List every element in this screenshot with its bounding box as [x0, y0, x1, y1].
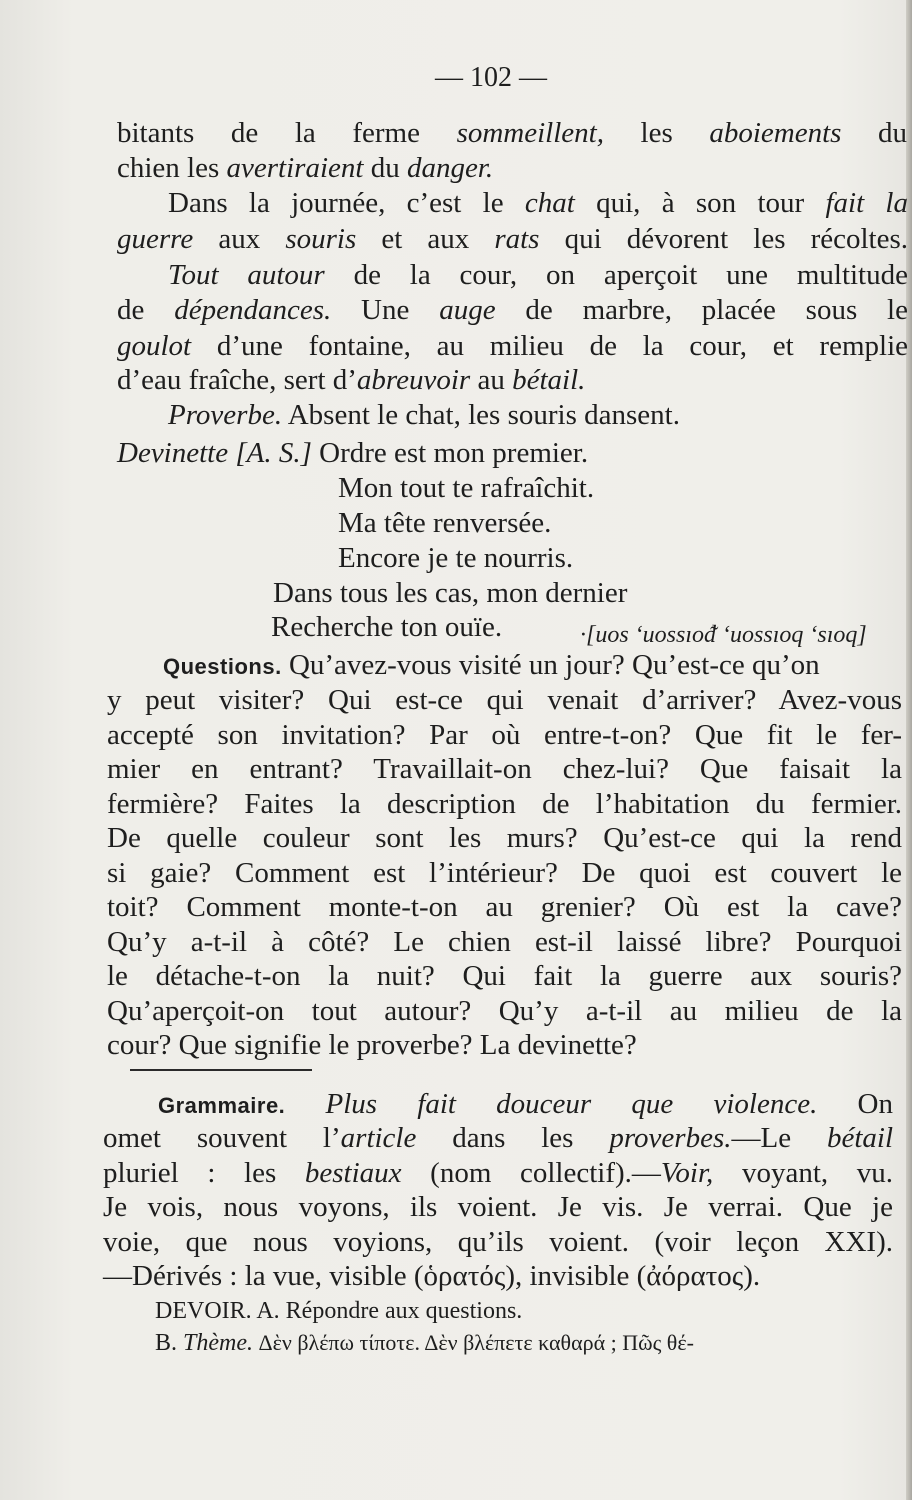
text-run: qui, à son tour [574, 187, 826, 219]
text-line [103, 1121, 893, 1155]
questions-line [163, 648, 820, 684]
italic-run: Voir, [660, 1157, 714, 1189]
text-line: —Dérivés : la vue, visible (ὁρατός), invisible (ἀόρατος). [103, 1260, 761, 1292]
italic-run: chat [524, 187, 575, 219]
page-number: — 102 — [435, 62, 547, 93]
italic-run: danger. [406, 152, 494, 184]
text-run: Dans la journée, c’est le [168, 187, 525, 219]
text-run [285, 1088, 325, 1120]
text-run: les [603, 117, 710, 149]
grammar-label: Grammaire. [158, 1093, 286, 1118]
italic-run: proverbes. [609, 1122, 732, 1154]
text-run: voyant, vu. [713, 1157, 894, 1189]
italic-run: fait la [825, 187, 908, 219]
italic-run: souris [285, 223, 357, 255]
italic-run: rats [494, 223, 540, 255]
text-run: Une [331, 294, 440, 326]
text-line [117, 363, 585, 397]
text-run: Qu’avez-vous visité un jour? Qu’est-ce qu’on [281, 649, 820, 681]
italic-run: Tout autour [168, 259, 325, 291]
italic-run: bestiaux [304, 1157, 402, 1189]
riddle-answer-inverted: ·[uos ‘uossıoᵭ ‘uossıoq ‘sıoq] [580, 622, 867, 648]
text-run: On [817, 1088, 893, 1120]
italic-run: abreuvoir [356, 364, 471, 396]
text-line: toit? Comment monte-t-on au grenier? Où est la cave? [107, 891, 902, 923]
text-run: d’une fontaine, au milieu de la cour, et remplie [191, 330, 908, 362]
proverb-line [168, 398, 680, 432]
text-line: De quelle couleur sont les murs? Qu’est-ce qui la rend [107, 822, 902, 854]
text-run: B. [155, 1330, 184, 1356]
text-run: pluriel : les [103, 1157, 305, 1189]
greek-text: Δὲν βλέπω τίποτε. Δὲν βλέπετε καθαρά ; Πῶς θέ- [253, 1330, 694, 1355]
text-line: cour? Que signifie le proverbe? La devinette? [107, 1029, 637, 1061]
text-run: au [470, 364, 513, 396]
italic-run: auge [439, 294, 496, 326]
italic-run: avertiraient [226, 152, 364, 184]
text-line: Je vois, nous voyons, ils voient. Je vis. Je verrai. Que je [103, 1191, 893, 1223]
text-line [103, 1156, 893, 1190]
section-divider [130, 1069, 312, 1071]
text-line: accepté son invitation? Par où entre-t-on? Que fit le fer- [107, 719, 902, 751]
text-line [117, 116, 907, 150]
text-line [168, 186, 908, 220]
italic-run: guerre [117, 223, 194, 255]
text-run: de [117, 294, 175, 326]
riddle-verse: Encore je te nourris. [338, 542, 574, 574]
riddle-label: Devinette [A. S.] [117, 437, 312, 469]
text-run: (nom collectif).— [401, 1157, 661, 1189]
text-line: le détache-t-on la nuit? Qui fait la guerre aux souris? [107, 960, 902, 992]
text-line: mier en entrant? Travaillait-on chez-lui? Que faisait la [107, 753, 902, 785]
text-line: Qu’aperçoit-on tout autour? Qu’y a-t-il au milieu de la [107, 995, 902, 1027]
text-line [168, 258, 908, 292]
italic-run: aboiements [709, 117, 842, 149]
text-line [117, 293, 908, 327]
text-run: du [363, 152, 407, 184]
riddle-verse: Mon tout te rafraîchit. [338, 472, 595, 504]
italic-run: dépendances. [174, 294, 332, 326]
text-run: qui dévorent les récoltes. [539, 223, 908, 255]
text-run: bitants de la ferme [117, 117, 457, 149]
riddle-verse: Dans tous les cas, mon dernier [273, 577, 628, 609]
text-run: de marbre, placée sous le [495, 294, 908, 326]
grammar-line [158, 1087, 893, 1123]
text-run: omet souvent l’ [103, 1122, 341, 1154]
text-line: y peut visiter? Qui est-ce qui venait d’arriver? Avez-vous [107, 684, 902, 716]
text-run: d’eau fraîche, sert d’ [117, 364, 357, 396]
text-run: aux [193, 223, 286, 255]
text-line: voie, que nous voyions, qu’ils voient. (voir leçon XXI). [103, 1226, 893, 1258]
proverb-text: Absent le chat, les souris dansent. [282, 399, 680, 431]
text-line [117, 222, 908, 256]
text-line [117, 329, 908, 363]
devoir-a: DEVOIR. A. Répondre aux questions. [155, 1298, 523, 1324]
proverb-label: Proverbe. [168, 399, 283, 431]
italic-run: article [340, 1122, 417, 1154]
italic-run: bétail [826, 1122, 893, 1154]
devoir-b [155, 1326, 694, 1360]
italic-run: bétail. [512, 364, 586, 396]
italic-run: Plus fait douceur que violence. [325, 1088, 818, 1120]
text-line [117, 151, 493, 185]
questions-label: Questions. [163, 654, 282, 679]
text-run: de la cour, on aperçoit une multitude [324, 259, 908, 291]
text-run: et aux [356, 223, 495, 255]
text-line: fermière? Faites la description de l’habitation du fermier. [107, 788, 902, 820]
text-run: —Le [731, 1122, 827, 1154]
text-line: si gaie? Comment est l’intérieur? De quoi est couvert le [107, 857, 902, 889]
italic-run: sommeillent, [456, 117, 604, 149]
riddle-line [117, 436, 588, 470]
italic-run: goulot [117, 330, 192, 362]
italic-run: Thème. [183, 1330, 253, 1356]
text-run: dans les [416, 1122, 610, 1154]
riddle-verse: Ordre est mon premier. [311, 437, 589, 469]
riddle-verse: Ma tête renversée. [338, 507, 552, 539]
riddle-verse: Recherche ton ouïe. [271, 611, 503, 643]
text-run: chien les [117, 152, 227, 184]
text-run: du [841, 117, 908, 149]
text-line: Qu’y a-t-il à côté? Le chien est-il laissé libre? Pourquoi [107, 926, 902, 958]
